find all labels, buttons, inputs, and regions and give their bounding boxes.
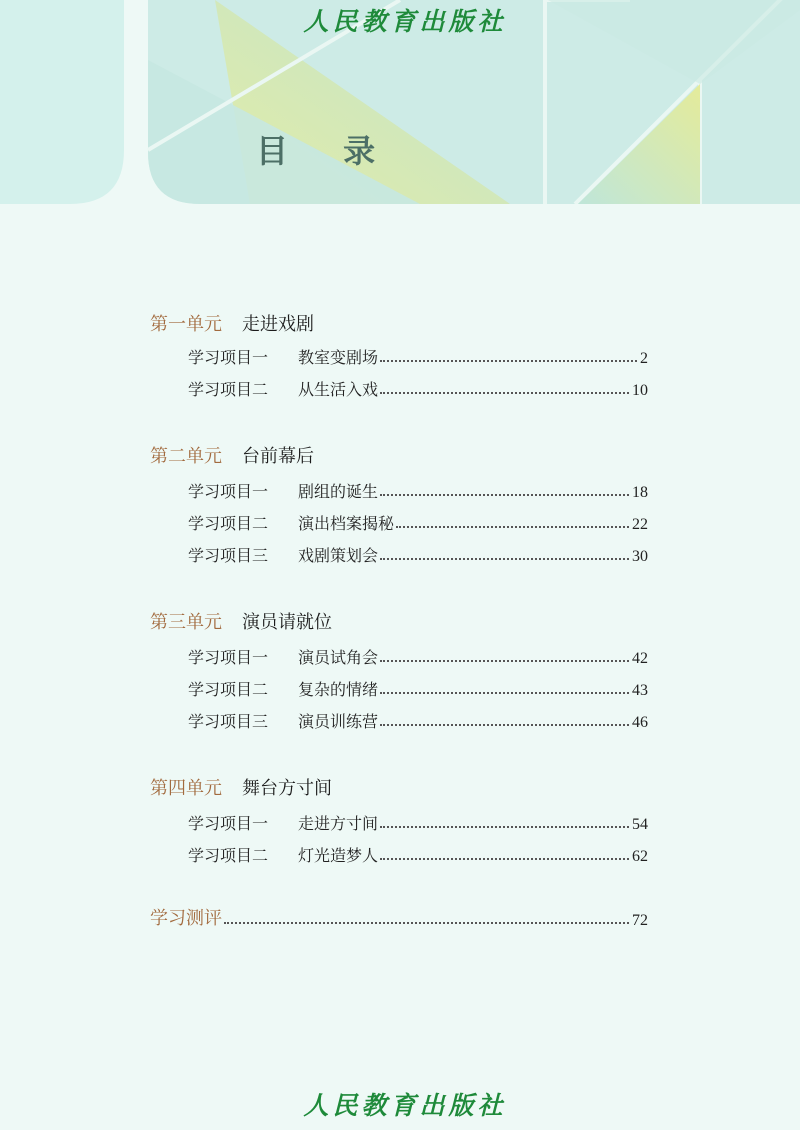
- entry-title: 演员试角会: [298, 648, 379, 667]
- dot-leader: [380, 392, 629, 394]
- dot-leader: [380, 360, 637, 362]
- evaluation-label: 学习测评: [150, 908, 222, 929]
- entry-title: 从生活入戏: [298, 380, 379, 399]
- entry-project: 学习项目一: [188, 482, 269, 501]
- dot-leader: [380, 724, 629, 726]
- unit-heading[interactable]: [150, 608, 332, 634]
- unit-name: 走进戏剧: [242, 314, 314, 335]
- unit-name: 演员请就位: [242, 612, 332, 633]
- entry-page: 30: [632, 548, 648, 565]
- dot-leader: [380, 692, 629, 694]
- entry-project: 学习项目二: [188, 380, 269, 399]
- toc-entry[interactable]: [188, 810, 648, 834]
- publisher-logo-bottom: 人民教育出版社: [303, 1091, 507, 1120]
- entry-page: 2: [640, 350, 648, 367]
- page-title: 目 录: [256, 132, 398, 170]
- entry-project: 学习项目三: [188, 546, 269, 565]
- toc-entry[interactable]: [188, 510, 648, 534]
- toc-entry[interactable]: [188, 708, 648, 732]
- unit-number: 第二单元: [150, 446, 222, 467]
- dot-leader: [380, 660, 629, 662]
- toc-entry[interactable]: [188, 842, 648, 866]
- entry-title: 复杂的情绪: [298, 680, 379, 699]
- toc-entry[interactable]: [188, 344, 648, 368]
- entry-page: 43: [632, 682, 648, 699]
- publisher-logo-top: 人民教育出版社: [303, 7, 507, 36]
- toc-entry[interactable]: [188, 542, 648, 566]
- entry-page: 18: [632, 484, 648, 501]
- entry-title: 演员训练营: [298, 712, 379, 731]
- toc-entry[interactable]: [188, 376, 648, 400]
- toc-entry[interactable]: [188, 478, 648, 502]
- header-banner: [0, 0, 800, 204]
- entry-project: 学习项目三: [188, 712, 269, 731]
- unit-name: 台前幕后: [242, 446, 314, 467]
- entry-project: 学习项目二: [188, 514, 269, 533]
- unit-heading[interactable]: [150, 310, 314, 336]
- evaluation-page: 72: [632, 912, 648, 929]
- entry-title: 教室变剧场: [298, 348, 379, 367]
- entry-page: 62: [632, 848, 648, 865]
- entry-title: 戏剧策划会: [298, 546, 379, 565]
- entry-page: 22: [632, 516, 648, 533]
- entry-project: 学习项目一: [188, 814, 269, 833]
- dot-leader: [380, 826, 629, 828]
- unit-number: 第三单元: [150, 612, 222, 633]
- dot-leader: [380, 858, 629, 860]
- entry-project: 学习项目一: [188, 348, 269, 367]
- toc-entry[interactable]: [188, 676, 648, 700]
- entry-page: 46: [632, 714, 648, 731]
- entry-page: 42: [632, 650, 648, 667]
- unit-name: 舞台方寸间: [242, 778, 332, 799]
- entry-page: 10: [632, 382, 648, 399]
- entry-title: 走进方寸间: [298, 814, 379, 833]
- entry-page: 54: [632, 816, 648, 833]
- entry-project: 学习项目一: [188, 648, 269, 667]
- entry-title: 演出档案揭秘: [298, 514, 395, 533]
- entry-title: 灯光造梦人: [298, 846, 379, 865]
- unit-heading[interactable]: [150, 442, 314, 468]
- dot-leader: [396, 526, 629, 528]
- dot-leader: [380, 494, 629, 496]
- unit-number: 第四单元: [150, 778, 222, 799]
- unit-heading[interactable]: [150, 774, 332, 800]
- entry-project: 学习项目二: [188, 846, 269, 865]
- unit-number: 第一单元: [150, 314, 222, 335]
- entry-title: 剧组的诞生: [298, 482, 379, 501]
- dot-leader: [224, 922, 629, 924]
- dot-leader: [380, 558, 629, 560]
- entry-project: 学习项目二: [188, 680, 269, 699]
- toc-entry[interactable]: [188, 644, 648, 668]
- toc-entry-evaluation[interactable]: [150, 906, 648, 930]
